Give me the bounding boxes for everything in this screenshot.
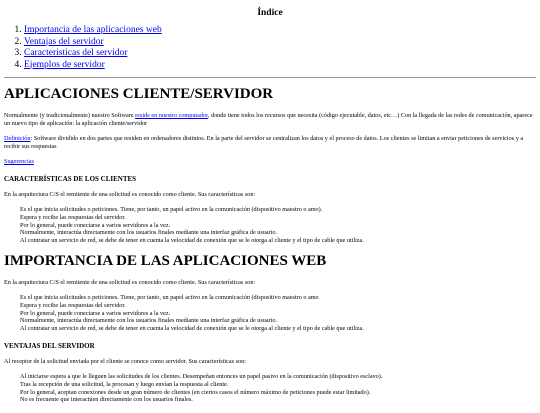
toc-link-web-apps[interactable]: Importancia de las aplicaciones web bbox=[24, 25, 162, 35]
list-item: Es el que inicia solicitudes o peticiones. Tiene, por tanto, un papel activo en la comunicación (dispositivo maestro o amo). bbox=[20, 206, 323, 213]
suggestions-link[interactable]: Sugerencias bbox=[4, 158, 34, 165]
list-item: Al contratar un servicio de red, se debe de tener en cuenta la velocidad de conexión que se le otorga al cliente y el tipo de cable que utiliza. bbox=[20, 237, 364, 245]
list-item: Espera y recibe las respuestas del servidor. bbox=[20, 213, 126, 221]
list-item: Al contratar un servicio de red, se debe de tener en cuenta la velocidad de conexión que se le otorga al cliente y el tipo de cable que utiliza. bbox=[20, 325, 364, 333]
table-of-contents bbox=[4, 25, 536, 71]
definition-paragraph bbox=[4, 135, 536, 151]
list-item: Tras la recepción de una solicitud, la procesan y luego envían la respuesta al cliente. bbox=[20, 380, 229, 388]
divider bbox=[4, 77, 536, 78]
list-item: Por lo general, puede conectarse a varios servidores a la vez. bbox=[20, 309, 171, 317]
section-heading-client-server: APLICACIONES CLIENTE/SERVIDOR bbox=[4, 86, 274, 102]
intro-link[interactable]: reside en nuestro computador bbox=[135, 112, 208, 119]
toc-item bbox=[24, 60, 536, 72]
list-item: Espera y recibe las respuestas del servidor. bbox=[20, 301, 126, 309]
clients-intro: En la arquitectura C/S el remitente de una solicitud es conocido como cliente. Sus características son: bbox=[4, 191, 256, 198]
server-heading: VENTAJAS DEL SERVIDOR bbox=[4, 341, 95, 350]
definition-text: : Software dividido en dos partes que residen en ordenadores distintos. En la parte del servidor se centralizan los datos y el proceso de datos. Los clientes se limitan a enviar peticiones de servicios y a recibir sus respuestas bbox=[4, 135, 524, 150]
toc-link-server-features[interactable]: Caracteristicas del servidor bbox=[24, 48, 128, 58]
toc-item bbox=[24, 25, 536, 37]
toc-link-server-examples[interactable]: Ejemplos de servidor bbox=[24, 59, 105, 70]
suggestions-paragraph bbox=[4, 158, 536, 166]
server-intro: Al receptor de la solicitud enviada por el cliente se conoce como servidor. Sus características son: bbox=[4, 357, 246, 365]
list-item: No es frecuente que interactúen directamente con los usuarios finales. bbox=[20, 396, 193, 404]
clients-list bbox=[20, 206, 536, 245]
webapps-list bbox=[20, 294, 536, 333]
list-item: Normalmente, interactúa directamente con los usuarios finales mediante una interfaz gráfica de usuario. bbox=[20, 229, 278, 237]
list-item: Es el que inicia solicitudes o peticiones. Tiene, por tanto, un papel activo en la comunicación (dispositivo maestro o amo bbox=[20, 293, 319, 301]
clients-heading: CARACTERÍSTICAS DE LOS CLIENTES bbox=[4, 175, 137, 183]
intro-text-post: , donde tiene todos los recursos que necesita (código ejecutable, datos, etc…) Con la llegada de las redes de comunicación, aparece un nuevo tipo de aplicación: la aplicación cliente/servidor bbox=[4, 112, 533, 127]
webapps-intro: En la arquitectura C/S el remitente de una solicitud es conocido como cliente. Sus características son: bbox=[4, 278, 256, 286]
section-heading-web-apps: IMPORTANCIA DE LAS APLICACIONES WEB bbox=[4, 252, 327, 269]
toc-link-server-advantages[interactable]: Ventajas del servidor bbox=[24, 36, 104, 47]
list-item: Por lo general, puede conectarse a varios servidores a la vez. bbox=[20, 221, 171, 229]
list-item: Al iniciarse espera a que le lleguen las solicitudes de los clientes. Desempeñan entonces un papel pasivo en la comunicación (dispositivo esclavo). bbox=[20, 372, 383, 380]
list-item: Normalmente, interactúa directamente con los usuarios finales mediante una interfaz gráfica de usuario. bbox=[20, 317, 278, 325]
definition-link[interactable]: Definición bbox=[4, 135, 31, 142]
list-item: Por lo general, aceptan conexiones desde un gran número de clientes (en ciertos casos el número máximo de peticiones puede estar limitado). bbox=[20, 388, 371, 396]
toc-item bbox=[24, 37, 536, 49]
page bbox=[0, 8, 540, 404]
intro-paragraph bbox=[4, 112, 536, 128]
toc-item bbox=[24, 48, 536, 60]
index-title: Índice bbox=[257, 8, 283, 18]
intro-text-pre: Normalmente (y tradicionalmente) nuestro Software bbox=[4, 112, 136, 119]
server-list bbox=[20, 373, 536, 404]
